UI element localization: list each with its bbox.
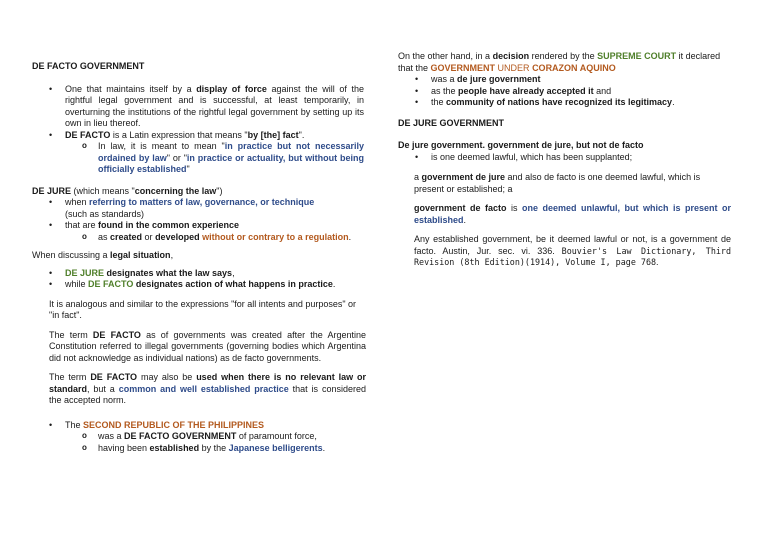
de-jure-also-de-facto-paragraph: a government de jure and also de facto is one deemed lawful, which is present or established; a: [414, 172, 701, 194]
list-item: o was a DE FACTO GOVERNMENT of paramount force,: [65, 431, 366, 443]
left-column: [32, 61, 366, 454]
no-relevant-law-paragraph: The term DE FACTO may also be used when there is no relevant law or standard, but a common and well established practice that is considered the accepted norm.: [49, 372, 367, 405]
discussing-list: [32, 268, 366, 291]
list-item: o as created or developed without or contrary to a regulation.: [65, 232, 366, 244]
list-item: • The SECOND REPUBLIC OF THE PHILIPPINES o was a DE FACTO GOVERNMENT of paramount force, o having been established by the Japanese belligerents.: [32, 420, 366, 455]
de-jure-definition-heading: De jure government. government de jure, but not de facto: [398, 140, 644, 150]
list-item: o having been established by the Japanese belligerents.: [65, 443, 366, 455]
de-jure-definition-list: [398, 152, 731, 164]
second-republic-list: [32, 420, 366, 455]
de-facto-definition-paragraph: government de facto is one deemed unlawful, but which is present or established.: [414, 203, 732, 225]
right-column: [398, 51, 731, 269]
list-item: • while DE FACTO designates action of what happens in practice.: [32, 279, 366, 291]
list-item: • as the people have already accepted it and: [398, 86, 731, 98]
list-item: • One that maintains itself by a display of force against the will of the rightful legal government and is successful, at least temporarily, in overturning the institutions of the rightful legal government by setting up its own in lieu thereof.: [32, 84, 366, 130]
list-item: • when referring to matters of law, governance, or technique (such as standards): [32, 197, 366, 220]
de-jure-list: [32, 197, 366, 243]
list-item: • that are found in the common experience o as created or developed without or contrary to a regulation.: [32, 220, 366, 243]
list-item: • the community of nations have recognized its legitimacy.: [398, 97, 731, 109]
list-item: • DE FACTO is a Latin expression that means "by [the] fact". o In law, it is meant to mean "in practice but not necessarily ordained by law" or "in practice or actuality, but without being officially established": [32, 130, 366, 176]
de-jure-heading: DE JURE GOVERNMENT: [398, 117, 505, 128]
de-jure-line: DE JURE (which means "concerning the law"): [32, 185, 223, 196]
aquino-list: [398, 74, 731, 109]
sub-list: [65, 232, 366, 244]
de-facto-list: [32, 84, 366, 176]
argentine-paragraph: The term DE FACTO as of governments was created after the Argentine Constitution referred to illegal governments (governing bodies which Argentina did not acknowledge as individual nations) as de facto governments.: [49, 329, 367, 363]
de-facto-heading: DE FACTO GOVERNMENT: [32, 61, 145, 71]
sub-list: [65, 431, 366, 454]
bouvier-citation-paragraph: Any established government, be it deemed lawful or not, is a government de facto. Austin, Jur. sec. vi. 336. Bouvier's Law Dictionary, Third Revision (8th Edition)(1914), Volume I, page 768.: [414, 234, 732, 267]
sub-list: [65, 141, 366, 176]
list-item: o In law, it is meant to mean "in practice but not necessarily ordained by law" or "in practice or actuality, but without being officially established": [65, 141, 366, 176]
analogous-paragraph: It is analogous and similar to the expressions "for all intents and purposes" or "in fact".: [49, 298, 357, 320]
list-item: • DE JURE designates what the law says,: [32, 268, 366, 280]
supreme-court-paragraph: On the other hand, in a decision rendered by the SUPREME COURT it declared that the GOVERNMENT UNDER CORAZON AQUINO: [398, 51, 721, 73]
list-item: • is one deemed lawful, which has been supplanted;: [398, 152, 731, 164]
list-item: • was a de jure government: [398, 74, 731, 86]
discussing-line: When discussing a legal situation,: [32, 250, 174, 260]
